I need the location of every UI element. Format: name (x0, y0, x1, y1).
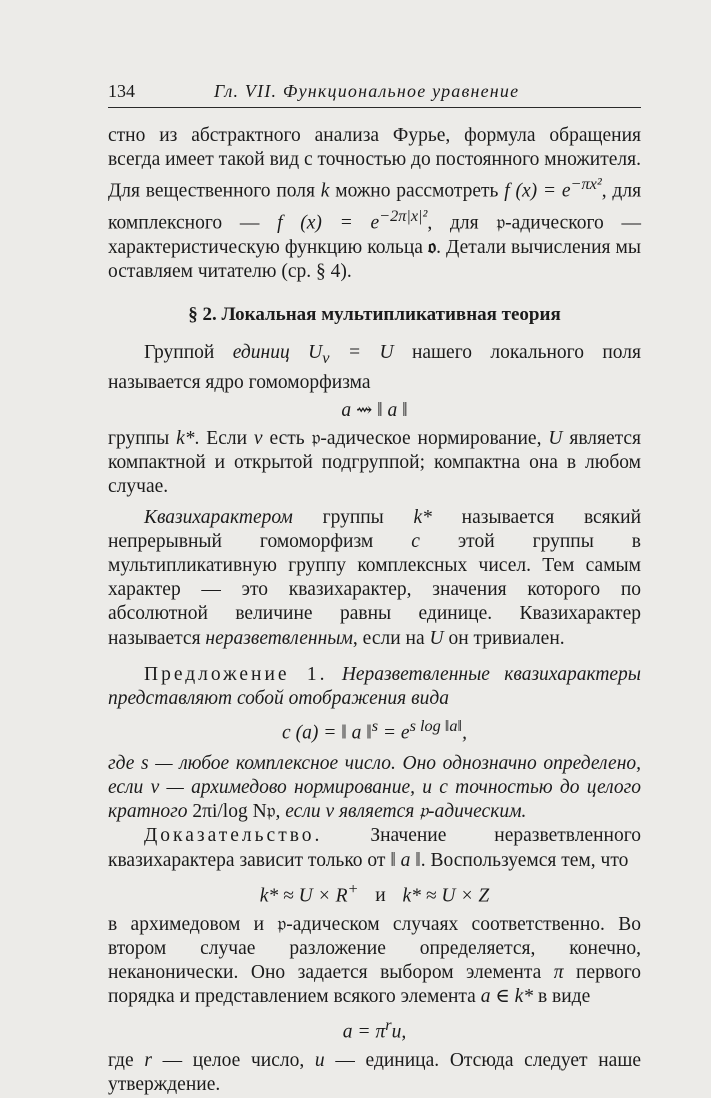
page-number: 134 (108, 81, 135, 101)
paragraph-units: Группой единиц $U_v = U$ нашего локального поля называется ядро гомоморфизма (108, 342, 641, 393)
formula-isomorphisms: k* ≈ U × R+ и k* ≈ U × Z (259, 879, 490, 907)
header-rule (108, 107, 641, 108)
paragraph-conclusion: где r — целое число, u — единица. Отсюда следует наше утверждение. (108, 1050, 642, 1096)
paragraph-compact: группы k*. Если v есть 𝔭-адическое нормирование, U является компактной и открытой подгруппой; компактна она в любом случае. (108, 427, 642, 498)
formula-homomorphism: a ⇝ ‖ a ‖ (341, 399, 408, 421)
formula-a-pi-r-u: $a = \pi^ru$, (342, 1016, 407, 1043)
section-heading: § 2. Локальная мультипликативная теория (188, 304, 561, 326)
proposition-1: Предложение 1. Неразветвленные квазихарактеры представляют собой отображения вида (108, 663, 642, 709)
paragraph-decomposition: в архимедовом и 𝔭-адическом случаях соответственно. Во втором случае разложение определяется, конечно, неканонически. Оно задается выбором элемента π первого порядка и представлением всякого элемента a ∈ k* в виде (108, 913, 641, 1008)
proposition-1-continued: где s — любое комплексное число. Оно однозначно определено, если v — архимедово нормирование, и с точностью до целого кратного 2πi/log N𝔭, если v является 𝔭-адическим. (108, 752, 641, 823)
proof-paragraph: Доказательство. Значение неразветвленного квазихарактера зависит только от ‖ a ‖. Воспользуемся тем, что (108, 825, 641, 871)
page-body (108, 124, 641, 1098)
running-head: Гл. VII. Функциональное уравнение (214, 81, 520, 101)
paragraph-quasicharacter: Квазихарактером группы k* называется всякий непрерывный гомоморфизм c этой группы в мультипликативную группу комплексных чисел. Тем самым характер — это квазихарактер, значения которого по абсолютной величине равны единице. Квазихарактер называется неразветвленным, если на U он тривиален. (108, 506, 641, 649)
paragraph-fourier: стно из абстрактного анализа Фурье, формула обращения всегда имеет такой вид с точностью до постоянного множителя. Для вещественного поля k можно рассмотреть f $(x) = e^{-\pi x^2}$, для комплексного — f $(x) = e^{-2\pi|x|^2}$, для 𝔭-адического — характеристическую функцию кольца 𝔬. Детали вычисления мы оставляем читателю (ср. § 4). (108, 125, 642, 283)
formula-unramified-character: c (a) = ‖ a ‖$^s$ = $e^{s log ‖a‖}$, (282, 717, 467, 744)
